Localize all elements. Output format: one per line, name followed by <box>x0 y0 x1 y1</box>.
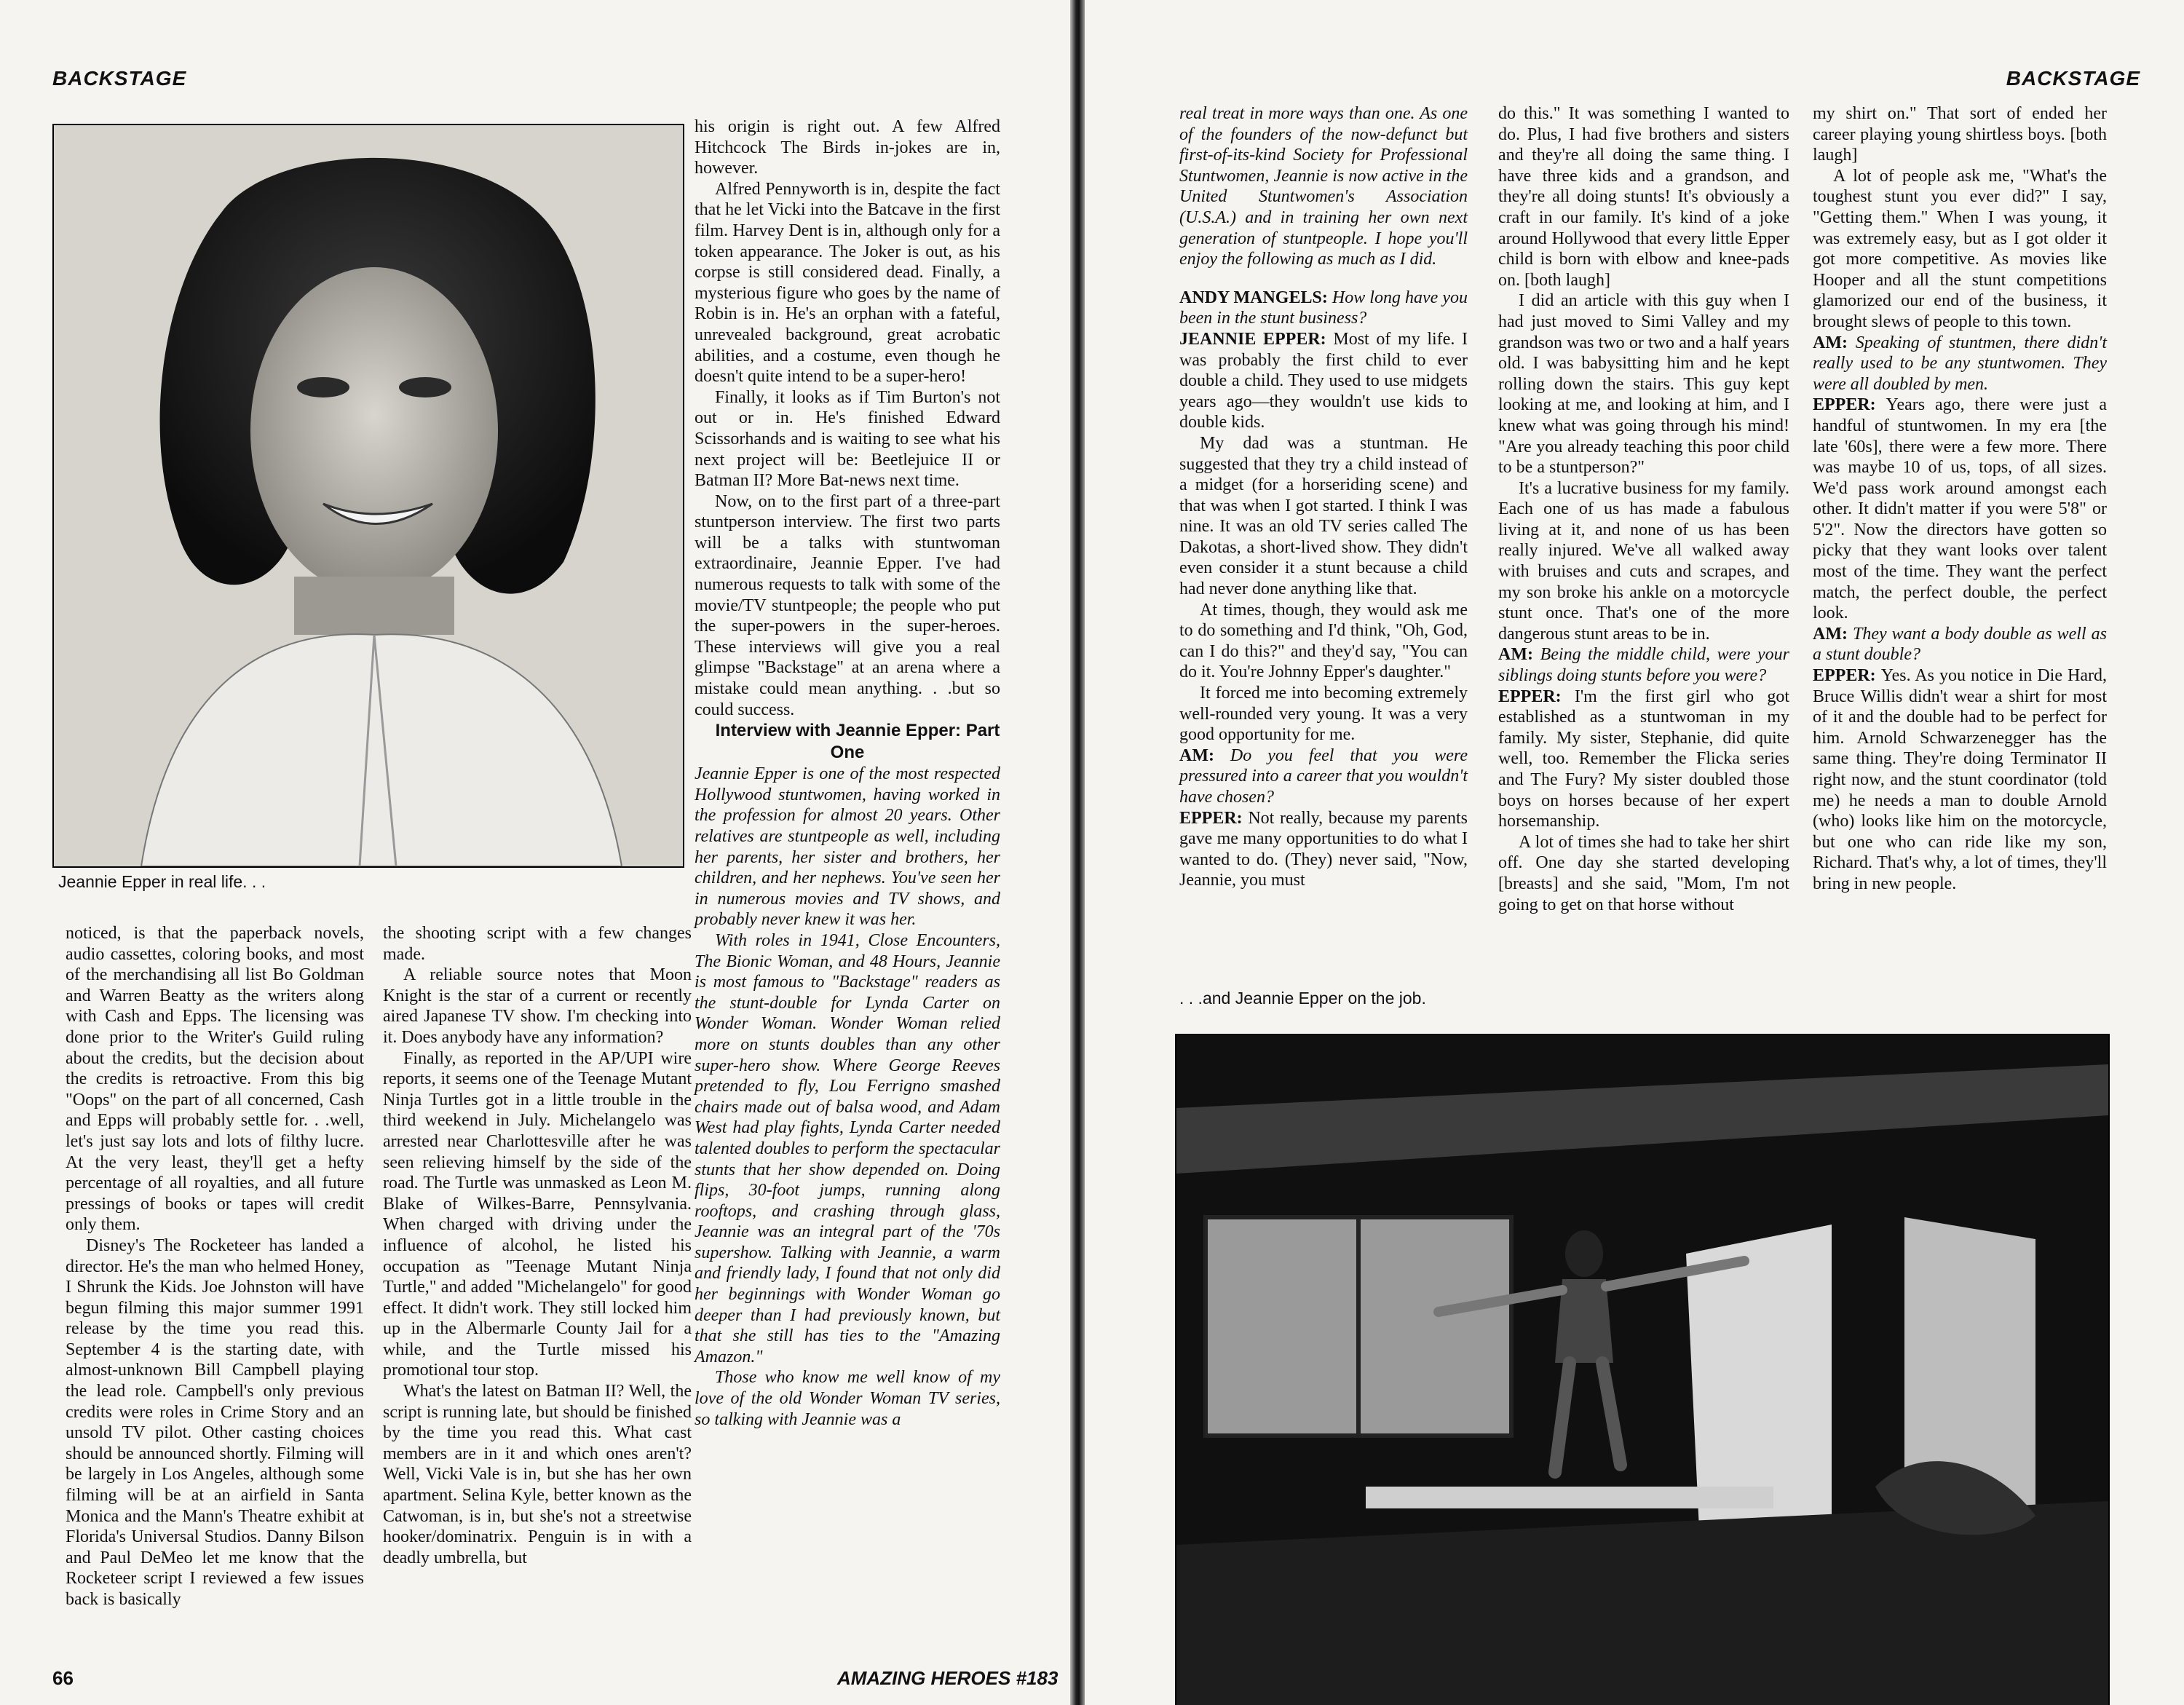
paragraph: A reliable source notes that Moon Knight is the star of a current or recently aired Japanese TV show. I'm checking into it. Does anybody have any information? <box>383 965 692 1047</box>
section-header: BACKSTAGE <box>52 67 187 90</box>
stunt-illustration <box>1176 1035 2108 1705</box>
interview-paragraph <box>1813 395 2107 624</box>
intro-paragraph: Jeannie Epper is one of the most respected Hollywood stuntwomen, having worked in the profession for almost 20 years. Other relatives are stuntpeople as well, including her parents, her sister and brothers, her children, and her nephews. You've seen her in numerous movies and TV shows, and probably never knew it was her. <box>695 764 1000 930</box>
paragraph: Disney's The Rocketeer has landed a director. He's the man who helmed Honey, I Shrunk the Kids. Joe Johnston will have begun filming this major summer 1991 release by the time you read this. September 4 is the starting date, with almost-unknown Bill Campbell playing the lead role. Campbell's only previous credits were roles in Crime Story and an unsold TV pilot. Other casting choices should be announced shortly. Filming will be largely in Los Angeles, although some filming will be at an airfield in Santa Monica and the Mann's Theatre exhibit at Florida's Universal Studios. Danny Bilson and Paul DeMeo let me know that the Rocketeer script I reviewed a few issues back is basically <box>66 1235 364 1609</box>
speaker-label: EPPER: <box>1498 687 1575 706</box>
portrait-photo <box>52 124 684 868</box>
answer-text: Years ago, there were just a handful of stuntwomen. In my era [the late '60s], there were a few more. There was maybe 10 of us, tops, of all sizes. We'd pass work around amongst each other. It didn't matter if you were 5'8" or 5'2". Now the directors have gotten so picky that they want looks over talent most of the time. They want the perfect match, the perfect double, the perfect look. <box>1813 395 2107 623</box>
interview-paragraph: It forced me into becoming extremely well-rounded very young. It was a very good opportunity for me. <box>1179 684 1468 745</box>
magazine-footer: AMAZING HEROES #183 <box>837 1667 1059 1689</box>
interview-paragraph: It's a lucrative business for my family. Each one of us has made a fabulous living at it, and none of us has been really injured. We've all walked away with bruises and cuts and scrapes, and my son broke his ankle on a motorcycle stunt once. That's one of the more dangerous stunt areas to be in. <box>1498 478 1789 644</box>
right-column-2 <box>1498 103 1789 915</box>
paragraph: Finally, as reported in the AP/UPI wire reports, it seems one of the Teenage Mutant Ninja Turtles got in a little trouble in the third weekend in July. Michelangelo was arrested near Charlottesville after he was seen relieving himself by the side of the road. The Turtle was unmasked as Leon M. Blake of Wilkes-Barre, Pennsylvania. When charged with driving under the influence of alcohol, he listed his occupation as "Teenage Mutant Ninja Turtle," and added "Michelangelo" for good effect. It didn't work. They still locked him up in the Albermarle County Jail for a while, and the Turtle missed his promotional tour stop. <box>383 1048 692 1380</box>
answer-text: I'm the first girl who got established as a stuntwoman in my family. My sister, Stephanie, did quite well, too. Remember the Flicka series and The Fury? My sister doubled those boys on horses because of her expert horsemanship. <box>1498 687 1789 831</box>
interview-paragraph: A lot of times she had to take her shirt off. One day she started developing [breasts] and she said, "Mom, I'm not going to get on that horse without <box>1498 832 1789 914</box>
question-text: They want a body double as well as a stunt double? <box>1813 624 2107 665</box>
speaker-label: JEANNIE EPPER: <box>1179 329 1334 349</box>
left-page <box>0 0 1070 1705</box>
page-number: 66 <box>52 1667 74 1689</box>
left-column-1 <box>66 923 364 1610</box>
paragraph: What's the latest on Batman II? Well, the script is running late, but should be finished by the time you read this. What cast members are in it and which ones aren't? Well, Vicki Vale is in, but she has her own apartment. Selina Kyle, better known as the Catwoman, is in, but she's not a streetwise hooker/dominatrix. Penguin is in with a deadly umbrella, but <box>383 1382 692 1567</box>
paragraph: his origin is right out. A few Alfred Hitchcock The Birds in-jokes are in, however. <box>695 117 1000 178</box>
paragraph: Alfred Pennyworth is in, despite the fact that he let Vicki into the Batcave in the first film. Harvey Dent is in, although only for a token appearance. The Joker is out, as his corpse is still considered dead. Finally, a mysterious figure who goes by the name of Robin is in. He's an orphan with a fateful, unrevealed background, great acrobatic abilities, and a costume, even though he doesn't quite intend to be a super-hero! <box>695 179 1000 387</box>
interview-paragraph: At times, though, they would ask me to do something and I'd think, "Oh, God, can I do this?" and they'd say, "You can do it. You're Johnny Epper's daughter." <box>1179 600 1468 682</box>
right-column-1 <box>1179 103 1468 891</box>
photo-caption: Jeannie Epper in real life. . . <box>58 872 266 891</box>
photo-caption: . . .and Jeannie Epper on the job. <box>1179 989 1426 1008</box>
paragraph: the shooting script with a few changes made. <box>383 924 692 964</box>
left-column-2 <box>383 923 692 1568</box>
interview-paragraph <box>1813 333 2107 395</box>
interview-paragraph <box>1498 687 1789 832</box>
interview-paragraph <box>1498 644 1789 686</box>
interview-paragraph: A lot of people ask me, "What's the toughest stunt you ever did?" I say, "Getting them." When I was young, it was extremely easy, but as I got older it got more competitive. As movies like Hooper and all the stunt competitions glamorized our end of the business, it brought slews of people to this town. <box>1813 166 2107 331</box>
interview-paragraph <box>1813 624 2107 665</box>
speaker-label: EPPER: <box>1179 808 1249 828</box>
interview-paragraph: real treat in more ways than one. As one of the founders of the now-defunct but first-of-its-kind Society for Professional Stuntwomen, Jeannie is now active in the United Stuntwomen's Association (U.S.A.) and in training her own next generation of stuntpeople. I hope you'll enjoy the following as much as I did. <box>1179 104 1468 269</box>
speaker-label: AM: <box>1813 333 1856 352</box>
interview-paragraph <box>1179 288 1468 329</box>
question-text: Speaking of stuntmen, there didn't really used to be any stuntwomen. They were all doubled by men. <box>1813 333 2107 394</box>
paragraph: noticed, is that the paperback novels, audio cassettes, coloring books, and most of the merchandising all list Bo Goldman and Warren Beatty as the writers along with Cash and Epps. The licensing was done prior to the Writer's Guild ruling about the credits, but the decision about the credits is retroactive. From this big "Oops" on the part of all concerned, Cash and Epps will probably settle for. . .well, let's just say lots and lots of filthy lucre. At the very least, they'll get a hefty percentage of all royalties, and all future pressings of books or tapes will credit only them. <box>66 924 364 1235</box>
speaker-label: AM: <box>1498 645 1540 665</box>
right-column-3 <box>1813 103 2107 895</box>
interview-paragraph: my shirt on." That sort of ended her career playing young shirtless boys. [both laugh] <box>1813 104 2107 165</box>
interview-paragraph: I did an article with this guy when I had just moved to Simi Valley and my grandson was two or two and a half years old. I was babysitting him and he kept rolling down the stairs. This guy kept looking at me, and looking at him, and I knew what was going through his mind! "Are you already teaching this poor child to be a stuntperson?" <box>1498 291 1789 478</box>
interview-paragraph: My dad was a stuntman. He suggested that they try a child instead of a midget (for a horseriding scene) and that was when I got started. I think I was nine. It was an old TV series called The Dakotas, a short-lived show. They didn't even consider it a stunt because a child had never done anything like that. <box>1179 433 1468 599</box>
right-page <box>1085 0 2184 1705</box>
speaker-label: EPPER: <box>1813 666 1881 686</box>
speaker-label: AM: <box>1179 745 1230 765</box>
portrait-illustration <box>54 125 683 866</box>
answer-text: Not really, because my parents gave me many opportunities to do what I wanted to do. (They) never said, "Now, Jeannie, you must <box>1179 808 1468 890</box>
left-column-3 <box>695 116 1000 1430</box>
intro-paragraph: With roles in 1941, Close Encounters, The Bionic Woman, and 48 Hours, Jeannie is most famous to "Backstage" readers as the stunt-double for Lynda Carter on Wonder Woman. Wonder Woman relied more on stunts doubles than any other super-hero show. Where George Reeves pretended to fly, Lou Ferrigno smashed chairs made out of balsa wood, and Adam West had play fights, Lynda Carter needed talented doubles to perform the spectacular stunts that her show depended on. Doing flips, 30-foot jumps, running along rooftops, and crashing through glass, Jeannie was an integral part of the '70s supershow. Talking with Jeannie, a warm and friendly lady, I found that not only did her beginnings with Wonder Woman go deeper than I had previously known, but that she still has ties to the "Amazing Amazon." <box>695 930 1000 1366</box>
speaker-label: EPPER: <box>1813 395 1886 415</box>
speaker-label: ANDY MANGELS: <box>1179 288 1332 307</box>
interview-paragraph: do this." It was something I wanted to do. Plus, I had five brothers and sisters and they're all doing the same thing. I have three kids and a grandson, and they're all doing stunts! It's obviously a craft in our family. It's kind of a joke around Hollywood that every little Epper child is born with elbow and knee-pads on. [both laugh] <box>1498 104 1789 290</box>
question-text: How long have you been in the stunt business? <box>1179 288 1468 328</box>
answer-text: Most of my life. I was probably the first child to ever double a child. They used to use midgets years ago—they wouldn't use kids to double kids. <box>1179 329 1468 432</box>
interview-paragraph <box>1179 745 1468 808</box>
interview-heading: Interview with Jeannie Epper: Part One <box>715 721 1000 763</box>
stunt-photo <box>1175 1034 2110 1705</box>
answer-text: Yes. As you notice in Die Hard, Bruce Willis didn't wear a shirt for most of it and the double had to be perfect for him. Arnold Schwarzenegger has the same thing. They're doing Terminator II right now, and the stunt coordinator (told me) he needs a man to double Arnold (who) looks like him on the motorcycle, but one who can ride like my son, Richard. That's why, a lot of times, they'll bring in new people. <box>1813 666 2107 893</box>
paragraph: Finally, it looks as if Tim Burton's not out or in. He's finished Edward Scissorhands and is waiting to see what his next project will be: Beetlejuice II or Batman II? More Bat-news next time. <box>695 387 1000 491</box>
interview-paragraph <box>1179 808 1468 891</box>
speaker-label: AM: <box>1813 624 1853 644</box>
question-text: Do you feel that you were pressured into a career that you wouldn't have chosen? <box>1179 745 1468 807</box>
question-text: Being the middle child, were your siblings doing stunts before you were? <box>1498 645 1789 686</box>
interview-paragraph <box>1813 665 2107 895</box>
page-gutter <box>1070 0 1085 1705</box>
section-header: BACKSTAGE <box>2006 67 2140 90</box>
intro-paragraph: Those who know me well know of my love of the old Wonder Woman TV series, so talking with Jeannie was a <box>695 1368 1000 1429</box>
paragraph: Now, on to the first part of a three-part stuntperson interview. The first two parts will be a talks with stuntwoman extraordinaire, Jeannie Epper. I've had numerous requests to talk with some of the movie/TV stuntpeople; the people who put the super-powers in the super-heroes. These interviews will give you a real glimpse "Backstage" at an arena where a mistake could mean anything. . .but so could success. <box>695 491 1000 719</box>
interview-paragraph <box>1179 329 1468 433</box>
